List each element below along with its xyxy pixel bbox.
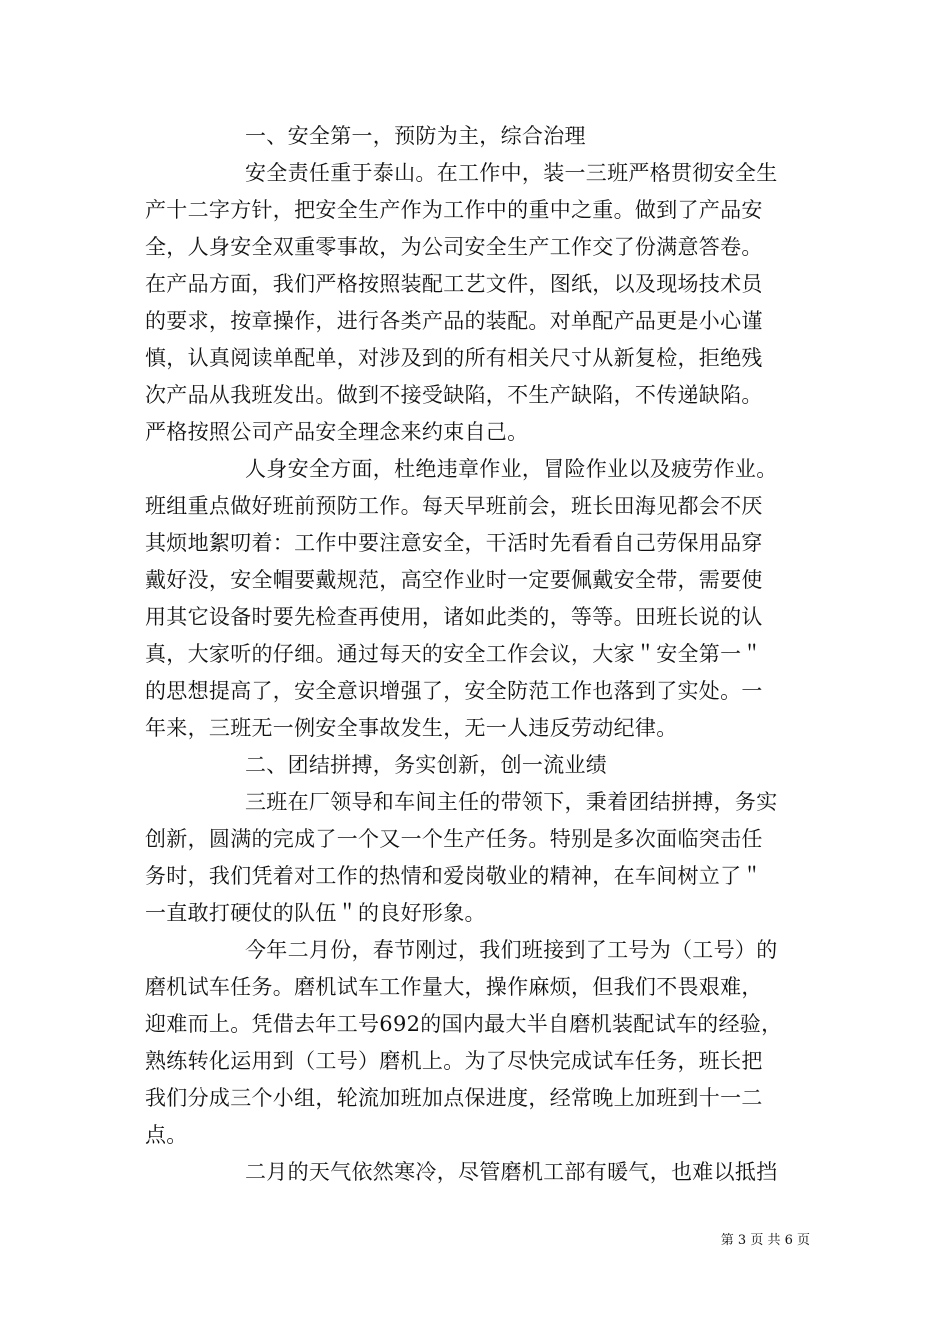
paragraph-line: 其烦地絮叨着：工作中要注意安全，干活时先看看自己劳保用品穿: [145, 531, 763, 555]
paragraph-line: 人身安全方面，杜绝违章作业，冒险作业以及疲劳作业。: [245, 457, 778, 481]
paragraph-line: 真，大家听的仔细。通过每天的安全工作会议，大家＂安全第一＂: [145, 642, 763, 666]
paragraph-line: 三班在厂领导和车间主任的带领下，秉着团结拼搏，务实: [245, 790, 778, 814]
paragraph-line: 次产品从我班发出。做到不接受缺陷，不生产缺陷，不传递缺陷。: [145, 383, 763, 407]
paragraph-line: 戴好没，安全帽要戴规范，高空作业时一定要佩戴安全带，需要使: [145, 568, 763, 592]
paragraph-line: 务时，我们凭着对工作的热情和爱岗敬业的精神，在车间树立了＂: [145, 864, 763, 888]
paragraph-line: 严格按照公司产品安全理念来约束自己。: [145, 420, 529, 444]
paragraph-line: 一直敢打硬仗的队伍＂的良好形象。: [145, 901, 486, 925]
paragraph-line: 二月的天气依然寒冷，尽管磨机工部有暖气，也难以抵挡: [245, 1160, 778, 1184]
page-footer: 第 3 页 共 6 页: [720, 1233, 810, 1248]
section-heading-1: 一、安全第一，预防为主，综合治理: [245, 124, 586, 148]
paragraph-line: 熟练转化运用到（工号）磨机上。为了尽快完成试车任务，班长把: [145, 1049, 763, 1073]
paragraph-line: 的思想提高了，安全意识增强了，安全防范工作也落到了实处。一: [145, 679, 763, 703]
paragraph-line: 在产品方面，我们严格按照装配工艺文件，图纸，以及现场技术员: [145, 272, 763, 296]
paragraph-line: 创新，圆满的完成了一个又一个生产任务。特别是多次面临突击任: [145, 827, 763, 851]
paragraph-line: 年来，三班无一例安全事故发生，无一人违反劳动纪律。: [145, 716, 678, 740]
paragraph-line: 慎，认真阅读单配单，对涉及到的所有相关尺寸从新复检，拒绝残: [145, 346, 763, 370]
paragraph-line: 点。: [145, 1123, 188, 1147]
paragraph-line: 的要求，按章操作，进行各类产品的装配。对单配产品更是小心谨: [145, 309, 763, 333]
paragraph-line: 迎难而上。凭借去年工号692的国内最大半自磨机装配试车的经验，: [145, 1012, 783, 1036]
paragraph-line: 今年二月份，春节刚过，我们班接到了工号为（工号）的: [245, 938, 778, 962]
section-heading-2: 二、团结拼搏，务实创新，创一流业绩: [245, 753, 608, 777]
paragraph-line: 磨机试车任务。磨机试车工作量大，操作麻烦，但我们不畏艰难，: [145, 975, 763, 999]
paragraph-line: 安全责任重于泰山。在工作中，装一三班严格贯彻安全生: [245, 161, 778, 185]
paragraph-line: 全，人身安全双重零事故，为公司安全生产工作交了份满意答卷。: [145, 235, 763, 259]
paragraph-line: 班组重点做好班前预防工作。每天早班前会，班长田海见都会不厌: [145, 494, 763, 518]
paragraph-line: 我们分成三个小组，轮流加班加点保进度，经常晚上加班到十一二: [145, 1086, 763, 1110]
paragraph-line: 产十二字方针，把安全生产作为工作中的重中之重。做到了产品安: [145, 198, 763, 222]
paragraph-line: 用其它设备时要先检查再使用，诸如此类的，等等。田班长说的认: [145, 605, 763, 629]
